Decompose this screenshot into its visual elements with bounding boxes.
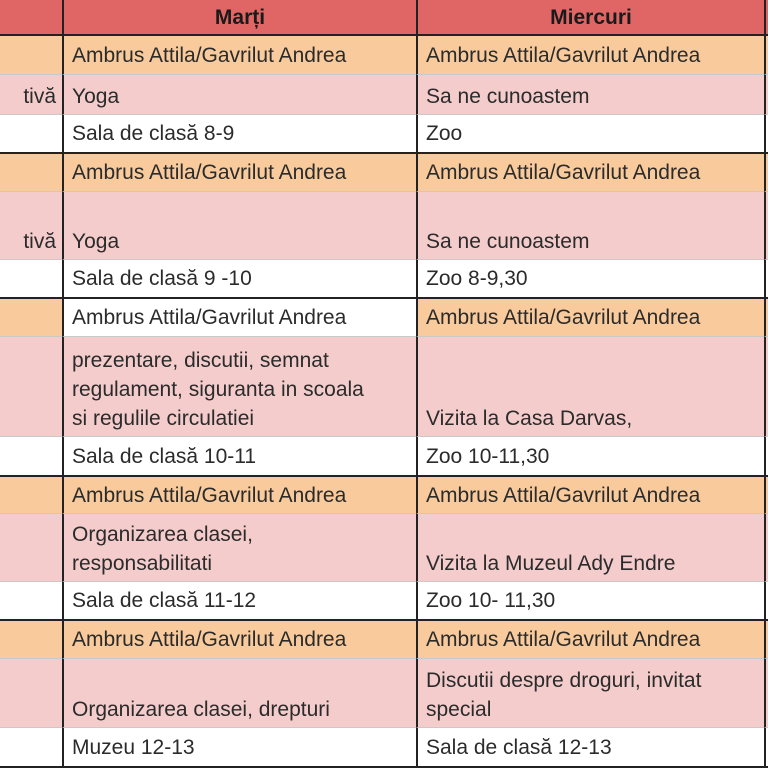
cell-room[interactable]: Zoo 10-11,30 (416, 437, 764, 477)
cell-teacher[interactable]: Ambrus Attila/Gavrilut Andrea (62, 477, 416, 514)
cell[interactable] (0, 115, 62, 154)
header-row (0, 0, 768, 36)
cell[interactable] (764, 437, 768, 477)
cell[interactable] (0, 582, 62, 621)
header-cell-col3[interactable] (764, 0, 768, 36)
cell[interactable] (0, 337, 62, 437)
cell-teacher[interactable]: Ambrus Attila/Gavrilut Andrea (62, 36, 416, 75)
cell-teacher[interactable]: Ambrus Attila/Gavrilut Andrea (416, 36, 764, 75)
cell-activity[interactable]: Vizita la Casa Darvas, (416, 337, 764, 437)
header-cell-marti[interactable]: Marți (62, 0, 416, 36)
cell[interactable] (764, 337, 768, 437)
cell[interactable] (0, 659, 62, 728)
cell-room[interactable]: Sala de clasă 10-11 (62, 437, 416, 477)
cell-room[interactable]: Sala de clasă 12-13 (416, 728, 764, 768)
cell-room[interactable]: Zoo 8-9,30 (416, 260, 764, 299)
cell[interactable] (764, 192, 768, 260)
room-row (0, 582, 768, 621)
activity-row (0, 75, 768, 115)
teacher-row (0, 299, 768, 337)
cell-activity[interactable]: Sa ne cunoastem (416, 192, 764, 260)
cell-activity[interactable]: prezentare, discutii, semnat regulament, siguranta in scoala si regulile circulatiei (62, 337, 416, 437)
cell-teacher[interactable]: Ambrus Attila/Gavrilut Andrea (62, 154, 416, 192)
cell-activity[interactable]: Discutii despre droguri, invitat special (416, 659, 764, 728)
cell[interactable] (764, 36, 768, 75)
cell-room[interactable]: Zoo 10- 11,30 (416, 582, 764, 621)
cell-activity[interactable]: Yoga (62, 192, 416, 260)
cell-teacher[interactable]: Ambrus Attila/Gavrilut Andrea (62, 621, 416, 659)
cell-teacher[interactable]: Ambrus Attila/Gavrilut Andrea (416, 154, 764, 192)
cell-teacher[interactable]: Ambrus Attila/Gavrilut Andrea (416, 299, 764, 337)
cell[interactable] (764, 621, 768, 659)
cell[interactable] (764, 582, 768, 621)
cell-teacher[interactable]: Ambrus Attila/Gavrilut Andrea (416, 477, 764, 514)
cell[interactable] (0, 621, 62, 659)
room-row (0, 728, 768, 768)
cell[interactable] (0, 728, 62, 768)
cell-room[interactable]: Sala de clasă 8-9 (62, 115, 416, 154)
cell-room[interactable]: Zoo (416, 115, 764, 154)
activity-row (0, 659, 768, 728)
cell-room[interactable]: Sala de clasă 11-12 (62, 582, 416, 621)
header-cell-miercuri[interactable]: Miercuri (416, 0, 764, 36)
cell[interactable] (0, 437, 62, 477)
room-row (0, 437, 768, 477)
cell[interactable] (0, 36, 62, 75)
teacher-row (0, 36, 768, 75)
cell[interactable] (764, 154, 768, 192)
cell[interactable] (0, 260, 62, 299)
header-cell-col0[interactable] (0, 0, 62, 36)
cell[interactable] (0, 477, 62, 514)
cell-activity[interactable]: Sa ne cunoastem (416, 75, 764, 115)
teacher-row (0, 621, 768, 659)
cell[interactable] (764, 115, 768, 154)
cell[interactable] (764, 75, 768, 115)
teacher-row (0, 154, 768, 192)
cell-activity[interactable]: Yoga (62, 75, 416, 115)
cell-teacher[interactable]: Ambrus Attila/Gavrilut Andrea (416, 621, 764, 659)
cell[interactable] (764, 477, 768, 514)
cell[interactable] (0, 299, 62, 337)
cell[interactable] (0, 154, 62, 192)
cell[interactable] (0, 514, 62, 582)
cell-room[interactable]: Muzeu 12-13 (62, 728, 416, 768)
cell-activity[interactable]: Organizarea clasei, responsabilitati (62, 514, 416, 582)
cell[interactable] (764, 659, 768, 728)
activity-row (0, 514, 768, 582)
cell-teacher[interactable]: Ambrus Attila/Gavrilut Andrea (62, 299, 416, 337)
cell[interactable]: tivă (0, 75, 62, 115)
cell[interactable]: tivă (0, 192, 62, 260)
activity-row (0, 192, 768, 260)
room-row (0, 115, 768, 154)
cell-activity[interactable]: Organizarea clasei, drepturi (62, 659, 416, 728)
cell[interactable] (764, 728, 768, 768)
cell-activity[interactable]: Vizita la Muzeul Ady Endre (416, 514, 764, 582)
cell[interactable] (764, 260, 768, 299)
cell[interactable] (764, 299, 768, 337)
room-row (0, 260, 768, 299)
teacher-row (0, 477, 768, 514)
cell[interactable] (764, 514, 768, 582)
cell-room[interactable]: Sala de clasă 9 -10 (62, 260, 416, 299)
activity-row (0, 337, 768, 437)
